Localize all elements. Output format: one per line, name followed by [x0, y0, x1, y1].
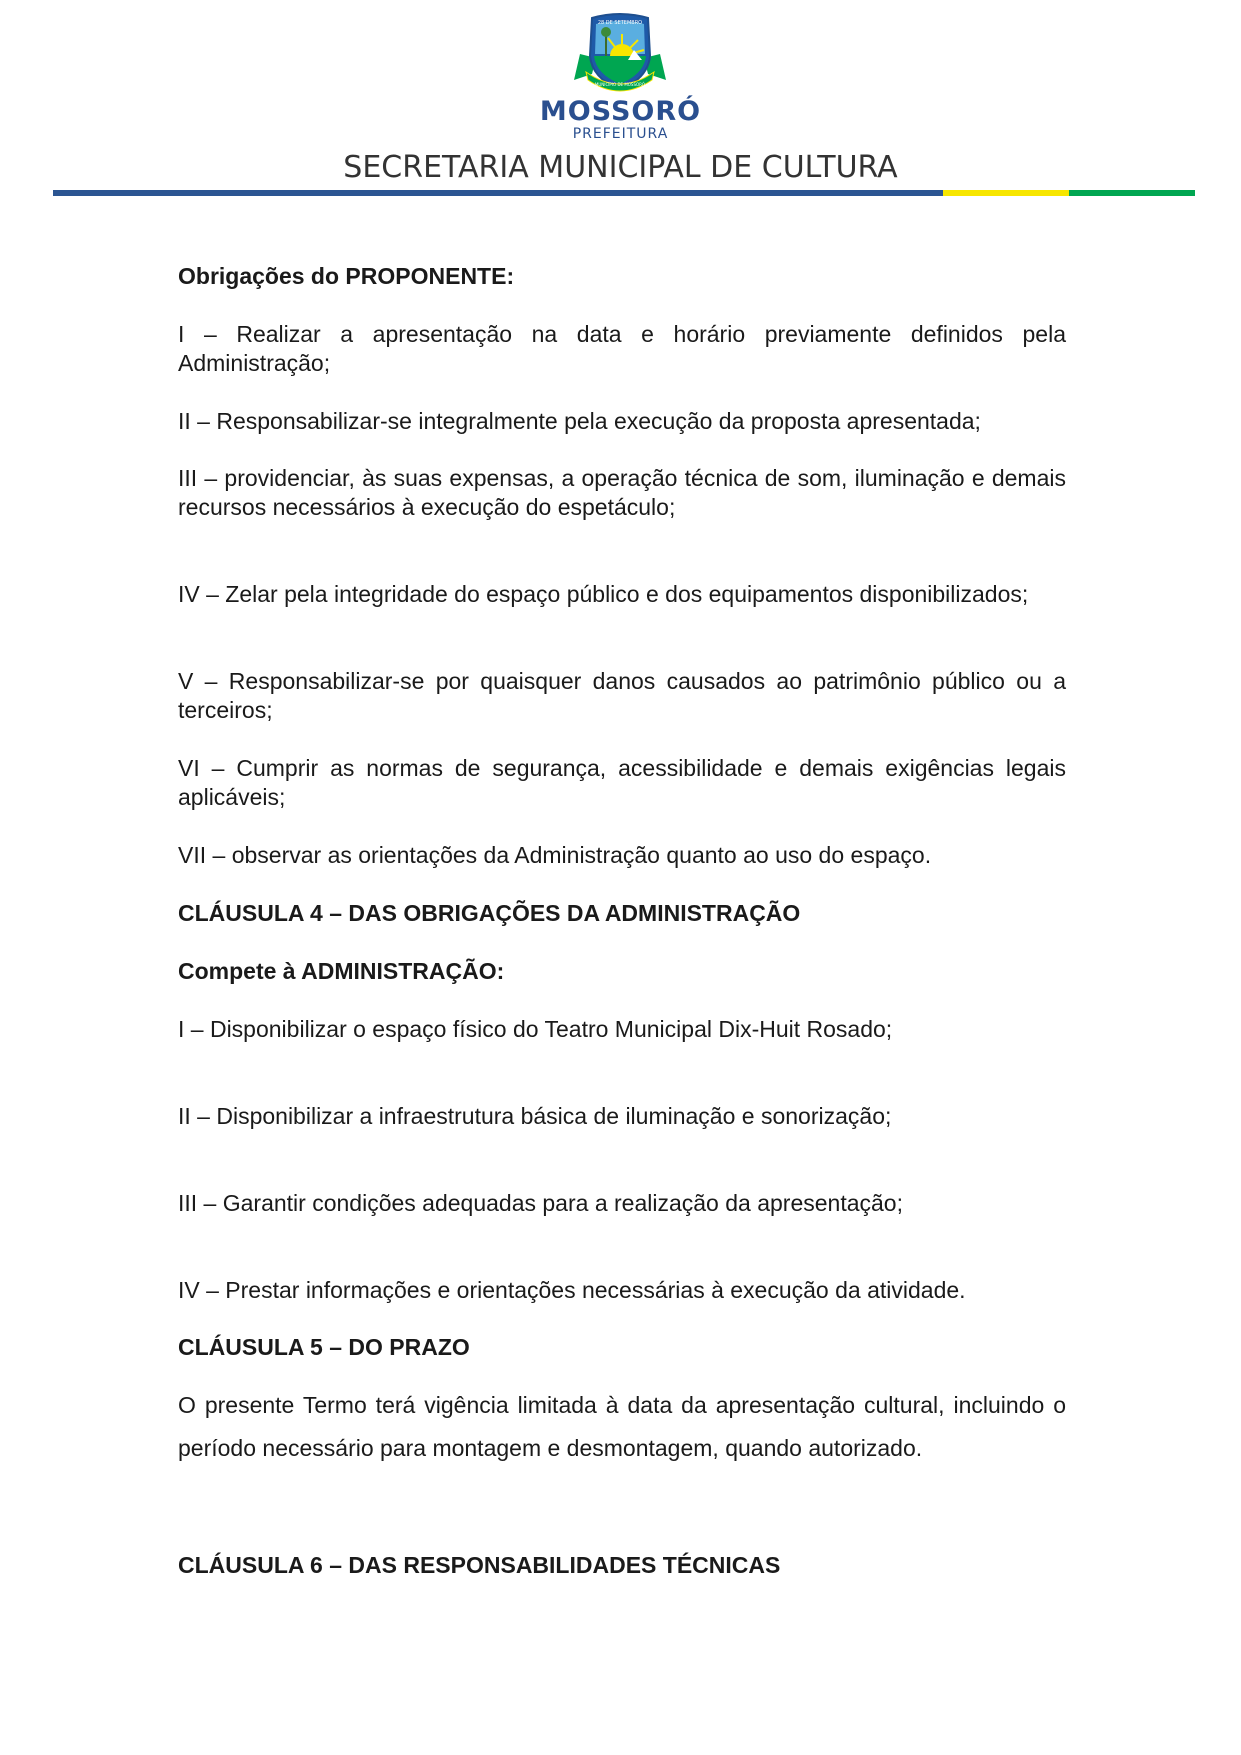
clausula-5-text: O presente Termo terá vigência limitada à data da apresentação cultural, incluindo o período necessário para montagem e desmontagem, quando autorizado. — [178, 1392, 1066, 1461]
proponente-heading: Obrigações do PROPONENTE: — [178, 263, 515, 289]
clausula-4-title: CLÁUSULA 4 – DAS OBRIGAÇÕES DA ADMINISTRAÇÃO — [178, 900, 801, 926]
proponente-item: I – Realizar a apresentação na data e horário previamente definidos pela Administração; — [178, 321, 1066, 376]
proponente-item: VI – Cumprir as normas de segurança, acessibilidade e demais exigências legais aplicáveis; — [178, 755, 1066, 810]
administracao-heading: Compete à ADMINISTRAÇÃO: — [178, 958, 505, 984]
header-bar-yellow — [943, 190, 1069, 196]
clausula-5-title: CLÁUSULA 5 – DO PRAZO — [178, 1334, 470, 1360]
crest-ribbon-text: MUNICÍPIO DE MOSSORÓ — [594, 82, 646, 87]
proponente-item: V – Responsabilizar-se por quaisquer danos causados ao patrimônio público ou a terceiros; — [178, 668, 1066, 723]
administracao-item: III – Garantir condições adequadas para a realização da apresentação; — [178, 1190, 903, 1216]
brand-name: MOSSORÓ — [539, 96, 702, 127]
administracao-item: IV – Prestar informações e orientações necessárias à execução da atividade. — [178, 1277, 966, 1303]
administracao-item: I – Disponibilizar o espaço físico do Teatro Municipal Dix-Huit Rosado; — [178, 1016, 893, 1042]
clausula-6-title: CLÁUSULA 6 – DAS RESPONSABILIDADES TÉCNICAS — [178, 1552, 781, 1578]
crest-top-text: 28 DE SETEMBRO — [597, 20, 643, 26]
header-bar-blue — [53, 190, 943, 196]
letterhead — [0, 0, 1241, 200]
header-bar-green — [1069, 190, 1195, 196]
proponente-item: II – Responsabilizar-se integralmente pela execução da proposta apresentada; — [178, 408, 981, 434]
proponente-item: IV – Zelar pela integridade do espaço público e dos equipamentos disponibilizados; — [178, 581, 1029, 607]
administracao-item: II – Disponibilizar a infraestrutura básica de iluminação e sonorização; — [178, 1103, 892, 1129]
department-title: SECRETARIA MUNICIPAL DE CULTURA — [343, 150, 898, 185]
proponente-item: VII – observar as orientações da Administração quanto ao uso do espaço. — [178, 842, 932, 868]
municipal-crest-icon — [572, 10, 668, 96]
brand-subtitle: PREFEITURA — [572, 126, 669, 142]
proponente-item: III – providenciar, às suas expensas, a operação técnica de som, iluminação e demais recursos necessários à execução do espetáculo; — [178, 465, 1066, 520]
